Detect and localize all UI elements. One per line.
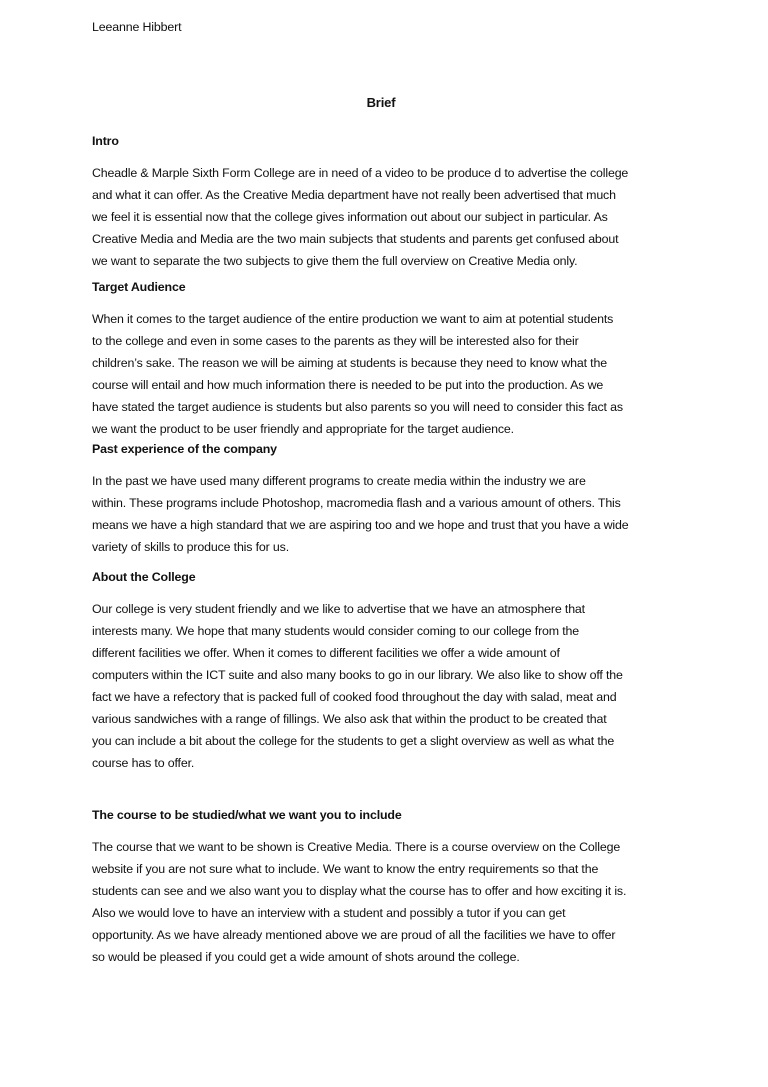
heading-target-audience: Target Audience [92,280,186,294]
text-line: Our college is very student friendly and we like to advertise that we have an atmosphere that [92,602,585,616]
text-line: variety of skills to produce this for us. [92,540,290,554]
text-line: within. These programs include Photoshop, macromedia flash and a various amount of others. This [92,496,621,510]
text-line: children’s sake. The reason we will be aiming at students is because they need to know what the [92,356,607,370]
text-line: website if you are not sure what to include. We want to know the entry requirements so that the [92,862,599,876]
text-line: different facilities we offer. When it comes to different facilities we offer a wide amount of [92,646,560,660]
heading-intro: Intro [92,134,119,148]
text-line: means we have a high standard that we are aspiring too and we hope and trust that you have a wide [92,518,629,532]
text-line: In the past we have used many different programs to create media within the industry we are [92,474,586,488]
text-line: Also we would love to have an interview with a student and possibly a tutor if you can get [92,906,566,920]
text-line: we feel it is essential now that the college gives information out about our subject in particular. As [92,210,608,224]
text-line: various sandwiches with a range of fillings. We also ask that within the product to be created that [92,712,607,726]
heading-past-experience: Past experience of the company [92,442,277,456]
paragraph-course [92,836,626,968]
heading-about-college: About the College [92,570,196,584]
paragraph-target-audience [92,308,623,440]
text-line: have stated the target audience is students but also parents so you will need to consider this fact as [92,400,623,414]
text-line: computers within the ICT suite and also many books to go in our library. We also like to show off the [92,668,623,682]
text-line: and what it can offer. As the Creative Media department have not really been advertised that much [92,188,616,202]
text-line: Cheadle & Marple Sixth Form College are in need of a video to be produce d to advertise the college [92,166,629,180]
text-line: The course that we want to be shown is Creative Media. There is a course overview on the College [92,840,621,854]
text-line: to the college and even in some cases to the parents as they will be interested also for their [92,334,579,348]
paragraph-about-college [92,598,623,774]
text-line: opportunity. As we have already mentioned above we are proud of all the facilities we have to offer [92,928,616,942]
document-title [0,92,768,114]
text-line: we want to separate the two subjects to give them the full overview on Creative Media only. [92,254,578,268]
text-line: interests many. We hope that many students would consider coming to our college from the [92,624,580,638]
text-line: fact we have a refectory that is packed full of cooked food throughout the day with salad, meat and [92,690,617,704]
text-line: course has to offer. [92,756,195,770]
author-name: Leeanne Hibbert [92,20,182,34]
text-line: we want the product to be user friendly and appropriate for the target audience. [92,422,514,436]
text-line: course will entail and how much information there is needed to be put into the production. As we [92,378,604,392]
text-line: When it comes to the target audience of the entire production we want to aim at potential students [92,312,614,326]
text-line: students can see and we also want you to display what the course has to offer and how exciting it is. [92,884,627,898]
text-line: so would be pleased if you could get a wide amount of shots around the college. [92,950,520,964]
heading-course: The course to be studied/what we want you to include [92,808,402,822]
text-line: you can include a bit about the college for the students to get a slight overview as well as what the [92,734,615,748]
text-line: Creative Media and Media are the two main subjects that students and parents get confused about [92,232,619,246]
paragraph-past-experience [92,470,629,558]
paragraph-intro [92,162,628,272]
title-text: Brief [366,95,396,110]
